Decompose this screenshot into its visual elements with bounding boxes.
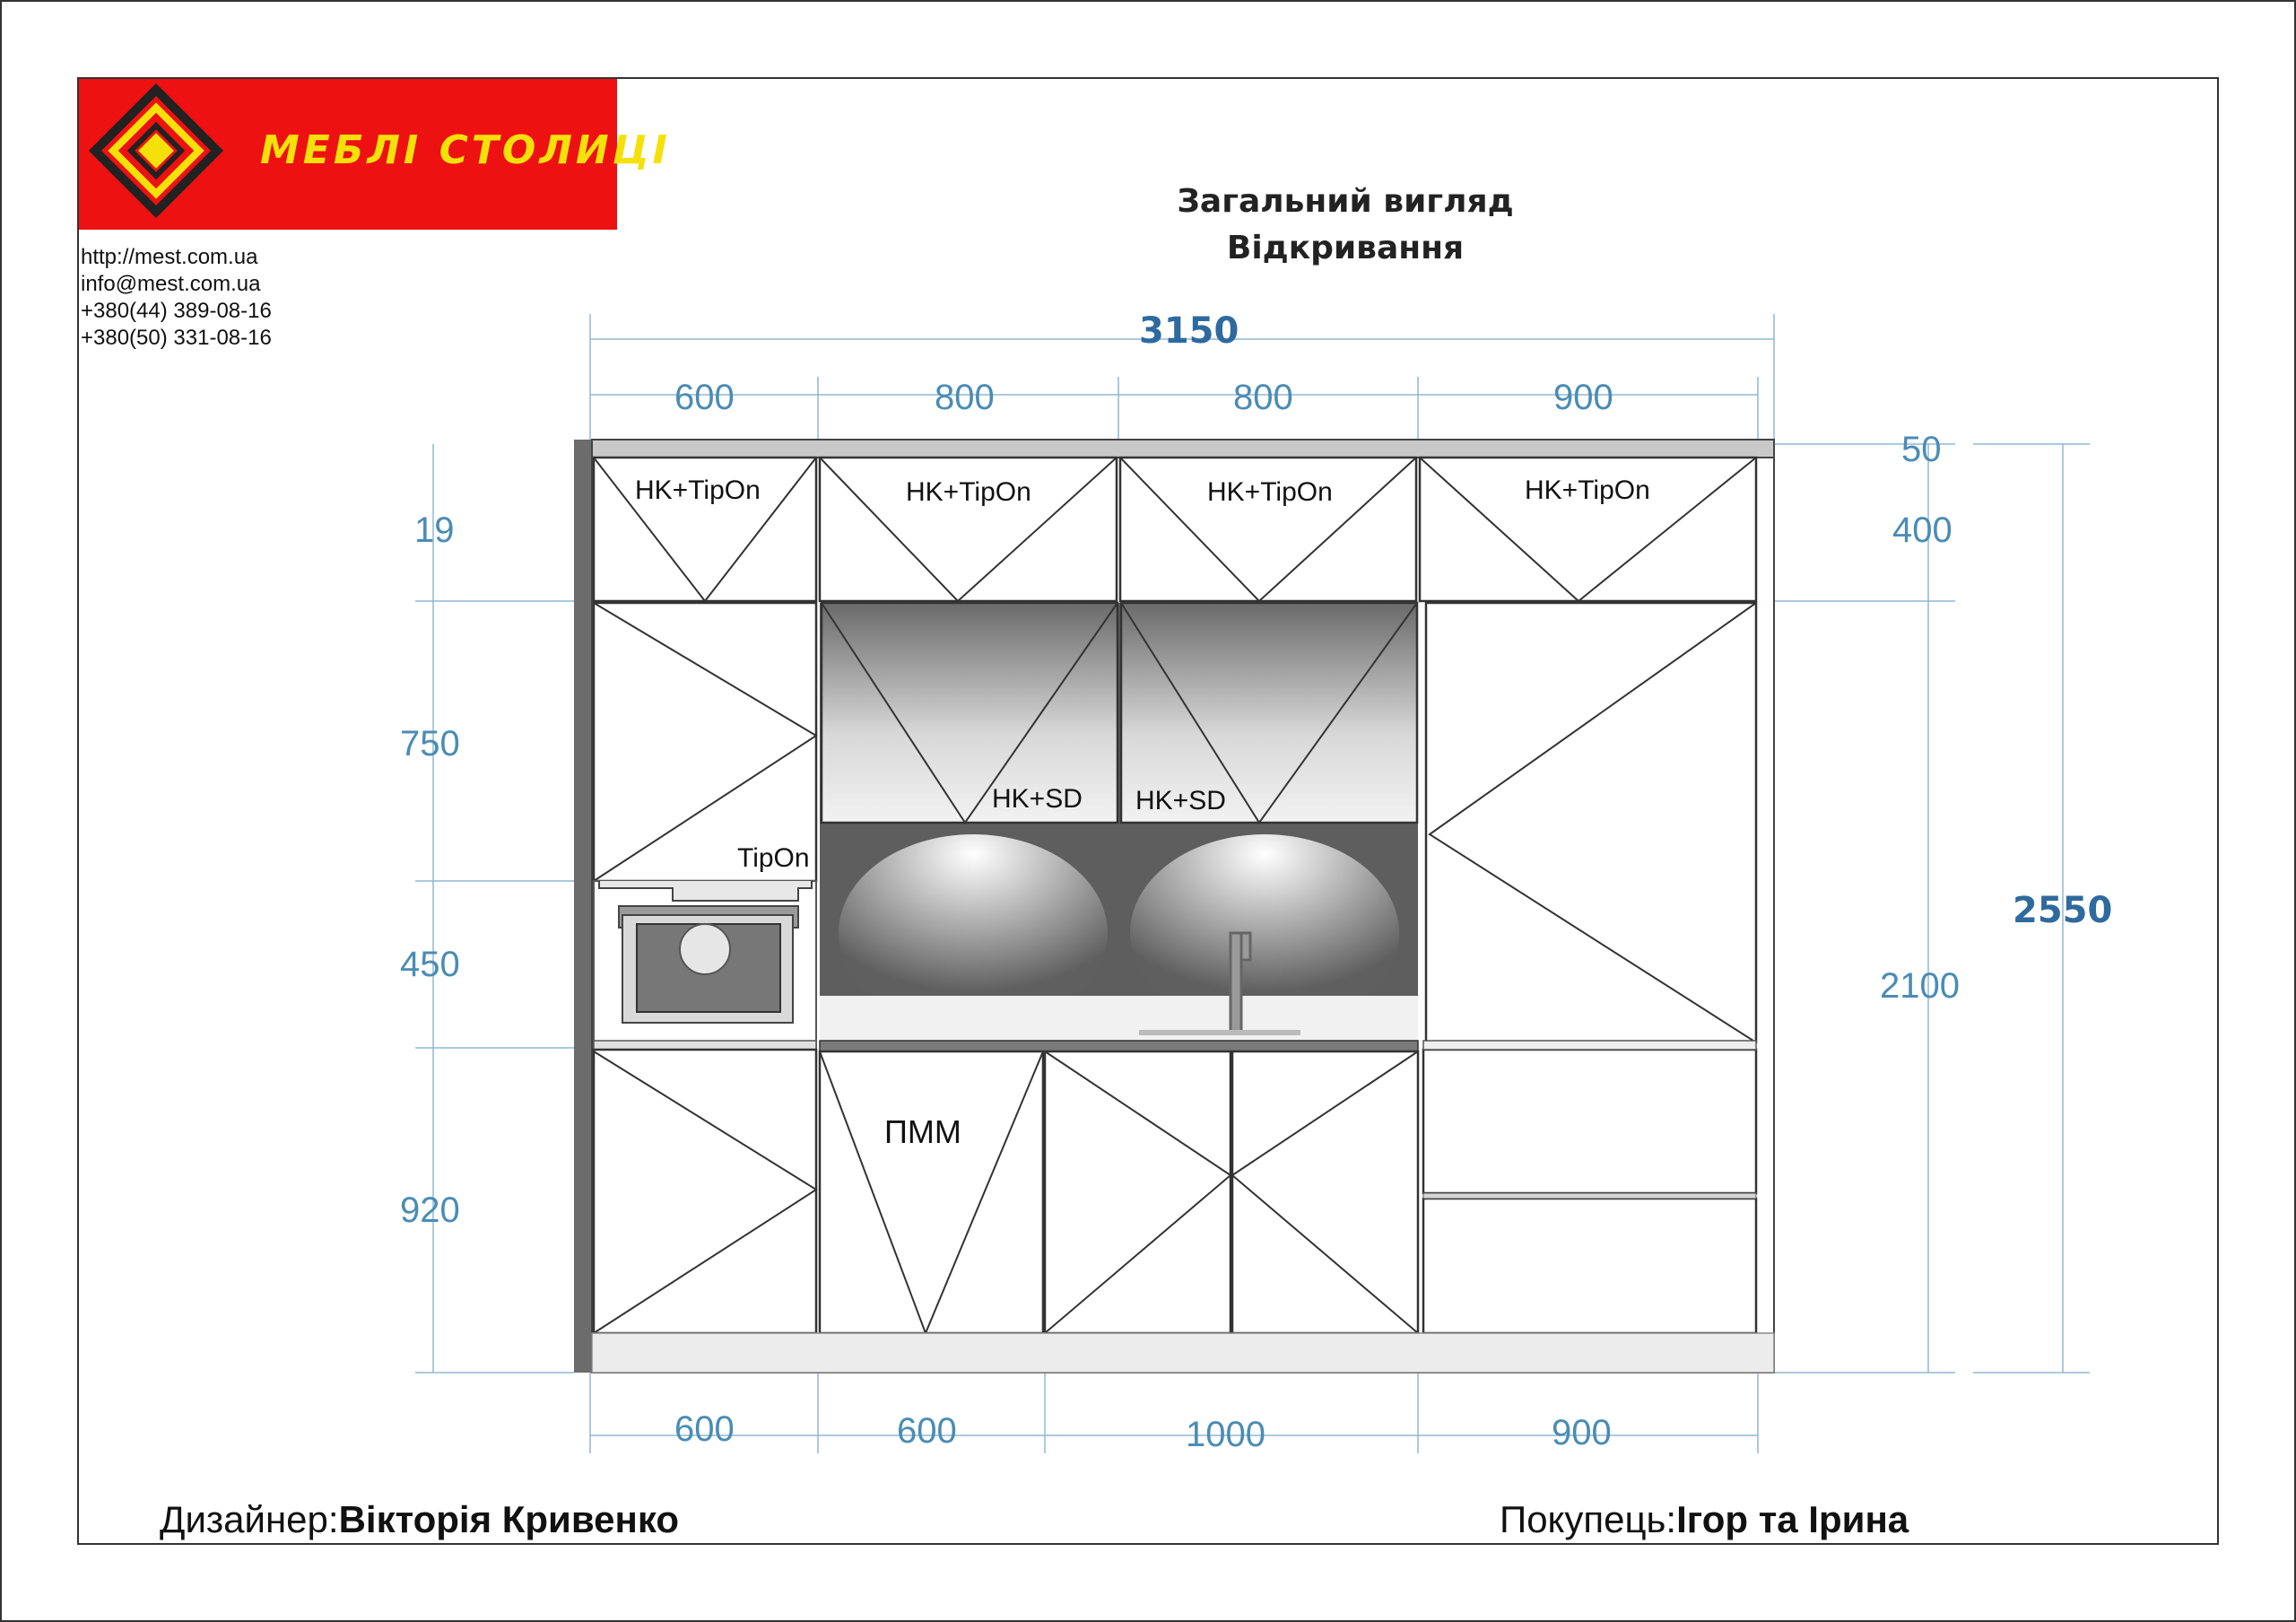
website-link[interactable]: http://mest.com.ua <box>81 245 258 269</box>
total-height-label: 2550 <box>2013 890 2113 931</box>
top-panel <box>592 440 1774 458</box>
label-hk-tipon-3: HK+TipOn <box>1207 477 1333 507</box>
customer-credit <box>1500 1498 1909 1541</box>
dishwasher-door[interactable] <box>820 1051 1043 1333</box>
top-width-1: 600 <box>674 378 735 417</box>
right-upper-dim: 400 <box>1892 510 1952 550</box>
oven-dial-icon <box>680 924 730 974</box>
base-door-4[interactable] <box>1232 1051 1418 1333</box>
bottom-width-2: 600 <box>897 1411 957 1451</box>
drawer-1[interactable] <box>1423 1050 1756 1193</box>
phone-1: +380(44) 389-08-16 <box>81 299 272 323</box>
title-line-2: Відкривання <box>1226 230 1465 266</box>
brand-name: МЕБЛІ СТОЛИЦІ <box>260 127 671 173</box>
base-doors <box>594 1050 1756 1333</box>
customer-label: Покупець: <box>1500 1498 1677 1540</box>
drawer-2[interactable] <box>1423 1199 1756 1333</box>
right-tall-door[interactable] <box>1426 603 1756 1042</box>
left-side-panel <box>574 440 592 1373</box>
bottom-width-4: 900 <box>1552 1413 1612 1452</box>
designer-label: Дизайнер: <box>160 1498 339 1540</box>
base-door-3[interactable] <box>1045 1051 1231 1333</box>
plinth <box>592 1333 1774 1373</box>
label-hk-tipon-1: HK+TipOn <box>635 475 761 505</box>
right-top-dim: 50 <box>1901 430 1942 469</box>
label-hk-tipon-2: HK+TipOn <box>906 477 1031 507</box>
title-line-1: Загальний вигляд <box>1177 183 1514 220</box>
label-pmm: ПММ <box>884 1113 961 1150</box>
right-tall-dim: 2100 <box>1880 966 1960 1006</box>
designer-name: Вікторія Кривенко <box>338 1498 679 1540</box>
customer-name: Ігор та Ірина <box>1676 1498 1909 1540</box>
phone-2: +380(50) 331-08-16 <box>81 326 272 350</box>
left-wall-door[interactable] <box>594 603 816 881</box>
bottom-width-3: 1000 <box>1186 1415 1265 1454</box>
label-tipon: TipOn <box>737 843 810 873</box>
top-width-2: 800 <box>935 378 995 417</box>
base-door-1[interactable] <box>594 1050 816 1333</box>
label-hk-tipon-4: HK+TipOn <box>1525 475 1650 505</box>
top-width-4: 900 <box>1553 378 1613 417</box>
total-width-label: 3150 <box>1139 310 1239 352</box>
label-hk-sd-1: HK+SD <box>992 784 1083 814</box>
left-height-4: 920 <box>400 1190 460 1230</box>
left-height-2: 750 <box>400 724 460 763</box>
top-width-3: 800 <box>1233 378 1293 417</box>
left-height-3: 450 <box>400 945 460 984</box>
left-height-1: 19 <box>414 510 455 550</box>
countertop <box>820 1041 1418 1051</box>
designer-credit <box>160 1498 679 1541</box>
bottom-width-1: 600 <box>674 1409 735 1449</box>
email-link[interactable]: info@mest.com.ua <box>81 272 261 296</box>
label-hk-sd-2: HK+SD <box>1135 786 1226 815</box>
